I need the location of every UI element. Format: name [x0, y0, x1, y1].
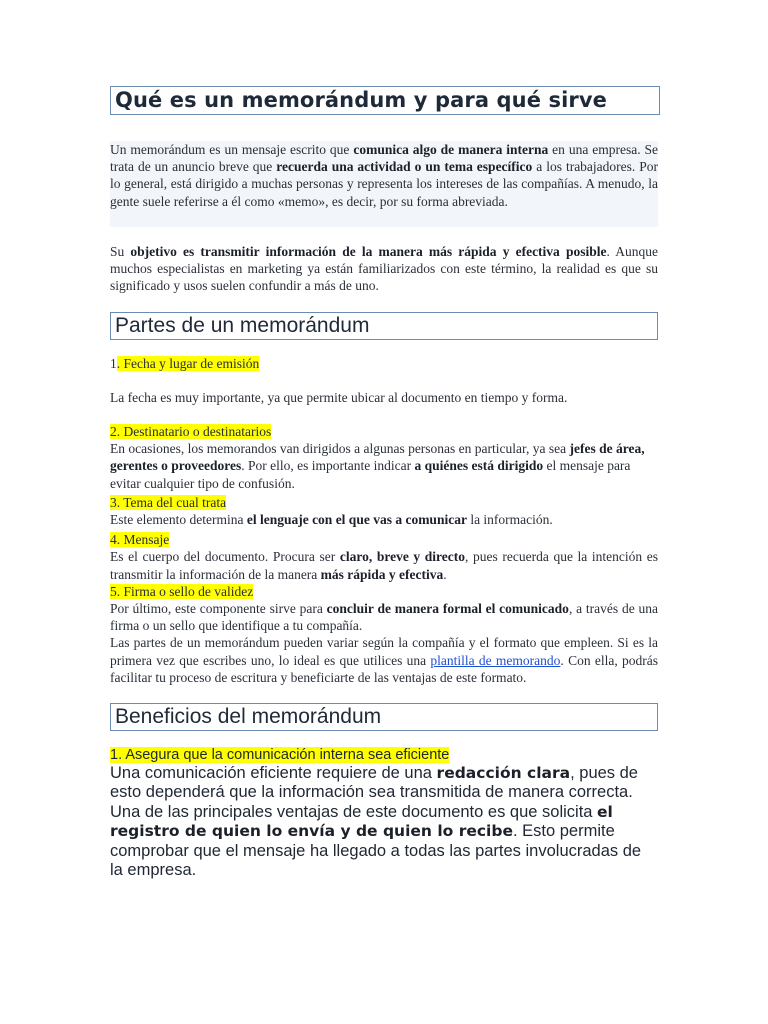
item-4-bold-2: más rápida y efectiva [320, 566, 444, 582]
intro-p2-bold-1: objetivo es transmitir información de la manera más rápida y efectiva posible [130, 244, 607, 259]
item-5-text [110, 600, 658, 634]
item-5-text-2: , a través de una firma o un sello que identifique a tu compañía. [110, 601, 659, 634]
item-2-text-3: el mensaje para evitar cualquier tipo de confusión. [110, 458, 631, 491]
item-4-text-3: . [443, 566, 447, 582]
benefit-1-text-1: Una comunicación eficiente requiere de una [110, 764, 437, 783]
intro-p1-bold-1: comunica algo de manera interna [353, 142, 549, 157]
intro-paragraph-2 [110, 243, 658, 295]
item-2-highlight: 2. Destinatario o destinatarios [110, 424, 272, 440]
intro-p2-text-1: Su [110, 244, 131, 259]
item-3-text [110, 511, 658, 528]
item-4-bold-1: claro, breve y directo [339, 549, 466, 565]
item-2-text-2: . Por ello, es importante indicar [241, 458, 415, 474]
item-2-label [110, 423, 658, 440]
intro-p1-text-3: a los trabajadores. Por lo general, está dirigido a muchas personas y representa los intereses de las compañías. A menudo, la gente suele referirse a él como «memo», es decir, por su forma abreviada. [110, 159, 659, 209]
section-heading-beneficios: Beneficios del memorándum [110, 703, 658, 731]
benefit-1-bold-1: redacción clara [436, 764, 571, 783]
item-5-label [110, 583, 658, 600]
document-page [110, 86, 658, 881]
benefit-1-text [110, 764, 658, 880]
item-4-text [110, 548, 658, 582]
closing-text-2: . Con ella, podrás facilitar tu proceso de escritura y beneficiarte de las ventajas de este formato. [110, 652, 659, 685]
item-4-label [110, 531, 658, 548]
benefit-1-bold-2: el registro de quien lo envía y de quien lo recibe [110, 802, 613, 841]
item-4-text-2: , pues recuerda que la intención es transmitir la información de la manera [110, 549, 659, 582]
page-title: Qué es un memorándum y para qué sirve [110, 86, 660, 115]
item-5-highlight: 5. Firma o sello de validez [110, 583, 254, 599]
item-1-number: 1 [110, 355, 117, 371]
closing-text-1: Las partes de un memorándum pueden variar según la compañía y el formato que empleen. Si es la primera vez que escribes uno, lo ideal es que utilices una [110, 635, 658, 668]
partes-closing-paragraph [110, 634, 658, 686]
plantilla-link[interactable]: plantilla de memorando [430, 652, 561, 668]
benefit-1-label [110, 746, 658, 764]
item-4-text-1: Es el cuerpo del documento. Procura ser [110, 549, 340, 565]
item-1-highlight: . Fecha y lugar de emisión [116, 355, 260, 371]
item-4-highlight: 4. Mensaje [110, 532, 170, 548]
item-1-text: La fecha es muy importante, ya que permite ubicar al documento en tiempo y forma. [110, 389, 568, 405]
item-3-text-2: la información. [466, 512, 553, 528]
item-5-text-1: Por último, este componente sirve para [110, 601, 327, 617]
benefit-1-highlight: 1. Asegura que la comunicación interna sea eficiente [110, 747, 450, 764]
benefit-1-text-3: . Esto permite comprobar que el mensaje ha llegado a todas las partes involucradas de la empresa. [110, 822, 642, 880]
item-2-bold-2: a quiénes está dirigido [414, 458, 544, 474]
section-heading-partes: Partes de un memorándum [110, 312, 658, 340]
item-3-text-1: Este elemento determina [110, 512, 247, 528]
intro-p1-text-2: en una empresa. Se trata de un anuncio breve que [110, 142, 658, 175]
item-2-bold-1: jefes de área, gerentes o proveedores [110, 441, 645, 474]
benefit-1-text-2: , pues de esto dependerá que la información sea transmitida de manera correcta. Una de las principales ventajas de este documento es que solicita [110, 764, 638, 821]
intro-p2-text-2: . Aunque muchos especialistas en marketing ya están familiarizados con este término, la realidad es que su significado y usos suelen confundir a más de uno. [110, 244, 658, 294]
item-5-bold-1: concluir de manera formal el comunicado [326, 601, 569, 617]
intro-p1-text-1: Un memorándum es un mensaje escrito que [110, 142, 354, 157]
item-1-label [110, 355, 658, 372]
item-3-bold-1: el lenguaje con el que vas a comunicar [246, 512, 467, 528]
item-3-highlight: 3. Tema del cual trata [110, 494, 227, 510]
item-2-text-1: En ocasiones, los memorandos van dirigidos a algunas personas en particular, ya sea [110, 441, 570, 457]
item-3-label [110, 494, 658, 511]
intro-p1-bold-2: recuerda una actividad o un tema específico [276, 159, 533, 175]
intro-paragraph-1 [110, 141, 658, 227]
item-2-text [110, 440, 658, 492]
